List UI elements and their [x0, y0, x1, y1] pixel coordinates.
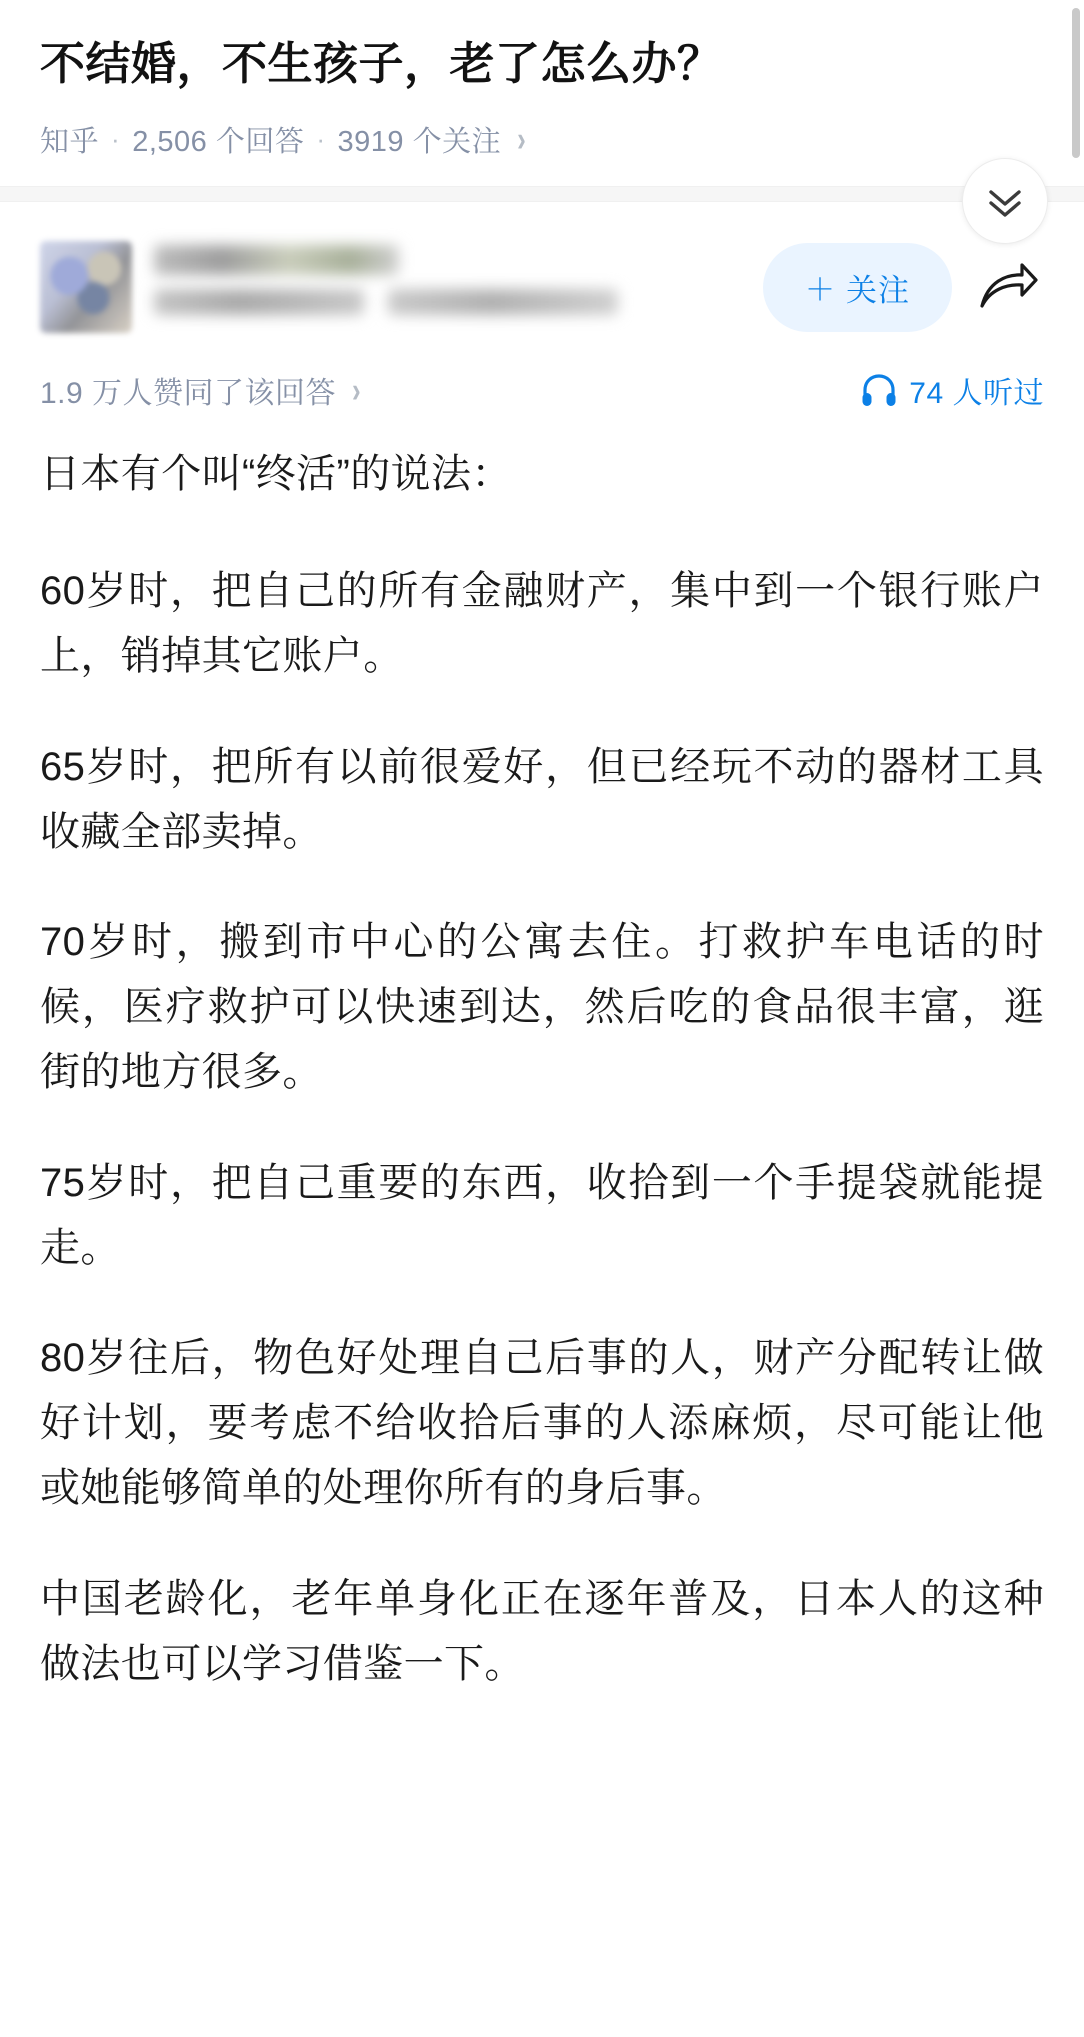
share-arrow-icon[interactable]	[974, 252, 1044, 322]
follow-button[interactable]	[763, 243, 952, 332]
headphones-icon	[861, 373, 897, 407]
voters-label: 1.9 万人赞同了该回答	[40, 377, 337, 411]
collapse-button[interactable]	[962, 158, 1048, 244]
follow-button-label: 关注	[846, 272, 910, 308]
section-divider	[0, 186, 1084, 202]
listen-info[interactable]	[861, 368, 1044, 412]
question-meta[interactable]	[40, 119, 1044, 160]
answer-paragraph: 60岁时，把自己的所有金融财产，集中到一个银行账户上，销掉其它账户。	[40, 569, 1044, 678]
answers-count: 2,506 个回答	[132, 126, 305, 159]
chevron-right-icon: ›	[517, 118, 527, 160]
vertical-scrollbar[interactable]	[1072, 8, 1080, 158]
double-chevron-down-icon	[983, 181, 1027, 221]
answer-stats-row	[0, 352, 1084, 432]
author-name-redacted	[154, 245, 399, 275]
author-row	[0, 202, 1084, 352]
voters-info[interactable]	[40, 368, 361, 412]
answer-content	[0, 432, 1084, 1792]
author-bio-row	[154, 289, 763, 329]
question-header	[0, 0, 1084, 186]
author-bio-redacted-b	[388, 289, 618, 315]
plus-icon: ＋	[805, 274, 836, 308]
meta-separator-2: ·	[316, 124, 326, 155]
chevron-right-icon: ›	[352, 369, 362, 410]
author-bio-redacted-a	[154, 289, 364, 315]
listen-count-label: 74 人听过	[909, 377, 1044, 411]
answer-paragraph: 80岁往后，物色好处理自己后事的人，财产分配转让做好计划，要考虑不给收拾后事的人添麻烦，尽可能让他或她能够简单的处理你所有的身后事。	[40, 1336, 1044, 1510]
followers-count: 3919 个关注	[337, 126, 502, 159]
answer-paragraph: 70岁时，搬到市中心的公寓去住。打救护车电话的时候，医疗救护可以快速到达，然后吃的食品很丰富，逛街的地方很多。	[40, 920, 1044, 1094]
page-title: 不结婚，不生孩子，老了怎么办？	[40, 38, 723, 89]
source-label: 知乎	[40, 126, 100, 159]
author-info	[154, 245, 763, 329]
meta-separator-1: ·	[111, 124, 121, 155]
avatar[interactable]	[40, 241, 132, 333]
answer-paragraph: 中国老龄化，老年单身化正在逐年普及，日本人的这种做法也可以学习借鉴一下。	[40, 1576, 1044, 1686]
answer-paragraph: 日本有个叫“终活”的说法：	[40, 452, 512, 497]
answer-paragraph: 75岁时，把自己重要的东西，收拾到一个手提袋就能提走。	[40, 1160, 1044, 1270]
answer-paragraph: 65岁时，把所有以前很爱好，但已经玩不动的器材工具收藏全部卖掉。	[40, 744, 1044, 854]
